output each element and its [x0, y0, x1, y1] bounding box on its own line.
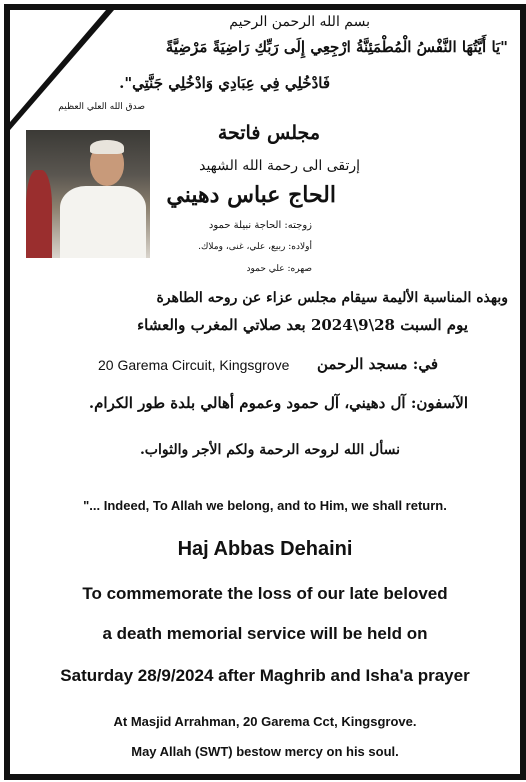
wife-line: زوجته: الحاجة نبيلة حمود — [208, 220, 312, 231]
commemorate-line: To commemorate the loss of our late beloved — [82, 584, 448, 603]
basmala: بسم الله الرحمن الرحيم — [229, 14, 370, 30]
son-in-law-line: صهره: علي حمود — [246, 264, 312, 274]
mourners-line: الآسفون: آل دهيني، آل حمود وعموم أهالي بلدة طور الكرام. — [88, 394, 468, 412]
children-line: أولاده: ربيع، علي، غنى، وملاك. — [198, 242, 312, 252]
quran-quote-english: "... Indeed, To Allah we belong, and to Him, we shall return. — [83, 498, 447, 513]
mourning-corner-band — [10, 10, 120, 140]
location-line: At Masjid Arrahman, 20 Garema Cct, Kingsgrove. — [113, 714, 417, 729]
deceased-photo — [26, 130, 150, 258]
quran-verse-line-1: "يَا أَيَّتُهَا النَّفْسُ الْمُطْمَئِنَّةُ ارْجِعِي إِلَى رَبِّكِ رَاضِيَةً مَرْضِيَّةً — [165, 38, 508, 56]
occasion-line: وبهذه المناسبة الأليمة سيقام مجلس عزاء عن روحه الطاهرة — [156, 290, 508, 306]
deceased-name-english: Haj Abbas Dehaini — [177, 538, 353, 560]
irtaqa-line: إرتقى الى رحمة الله الشهيد — [199, 158, 360, 174]
closing-line: May Allah (SWT) bestow mercy on his soul. — [131, 744, 399, 759]
sadaqa-text: صدق الله العلي العظيم — [58, 102, 145, 112]
quran-verse-line-2: فَادْخُلِي فِي عِبَادِي وَادْخُلِي جَنَّتِي". — [119, 74, 330, 92]
mosque-label-arabic: في: مسجد الرحمن — [316, 355, 438, 373]
service-line: a death memorial service will be held on — [102, 624, 428, 643]
date-line-arabic: يوم السبت 28\9\2024 بعد صلاتي المغرب والعشاء — [137, 316, 468, 334]
address-inline: 20 Garema Circuit, Kingsgrove — [98, 357, 290, 373]
prayer-line: نسأل الله لروحه الرحمة ولكم الأجر والثواب. — [139, 442, 400, 458]
memorial-notice-frame — [4, 4, 526, 780]
majlis-fatiha-title: مجلس فاتحة — [217, 122, 320, 144]
date-line-english: Saturday 28/9/2024 after Maghrib and Isha'a prayer — [60, 666, 470, 685]
deceased-name-arabic: الحاج عباس دهيني — [166, 182, 336, 208]
